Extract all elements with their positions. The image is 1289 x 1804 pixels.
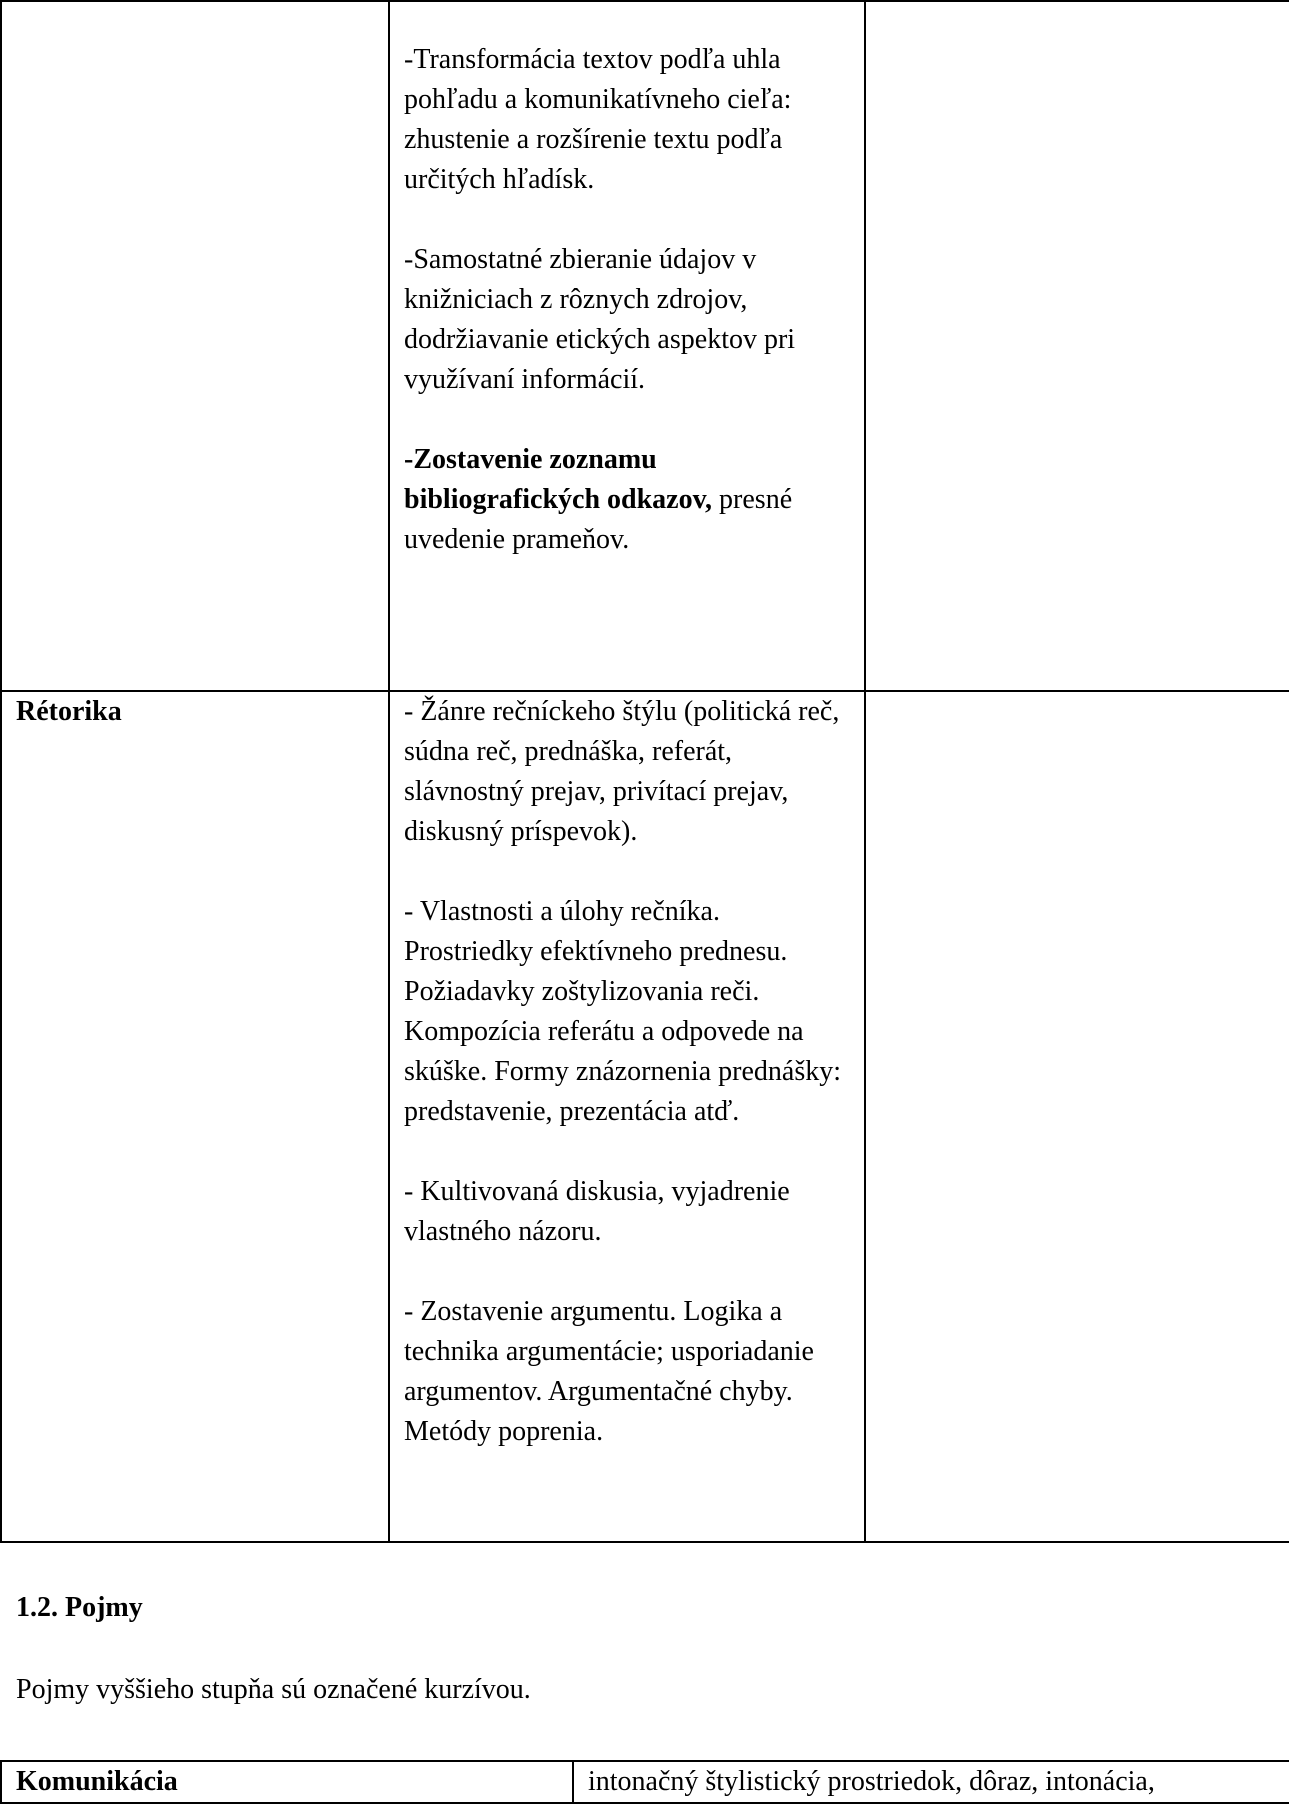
table-cell-notes [865,1,1289,691]
term-label [1,1761,573,1803]
table-cell-topic [1,1,389,691]
table-cell-notes [865,691,1289,1542]
section-heading: 1.2. Pojmy [16,1592,143,1623]
term-label-text: Komunikácia [16,1766,178,1797]
content-paragraph: -Transformácia textov podľa uhla pohľadu a komunikatívneho cieľa: zhustenie a rozšírenie textu podľa určitých hľadísk. [404,44,792,195]
table-cell-topic [1,691,389,1542]
table-cell-content [389,1,865,691]
table-cell-content [389,691,865,1542]
content-paragraph: - Žánre rečníckeho štýlu (politická reč, súdna reč, prednáška, referát, slávnostný prejav, privítací prejav, diskusný príspevok). [404,696,840,847]
content-paragraph: - Kultivovaná diskusia, vyjadrenie vlastného názoru. [404,1176,790,1247]
topic-label: Rétorika [16,696,122,727]
bold-phrase: -Zostavenie zoznamu bibliografických odkazov, [404,444,713,515]
content-text: presné uvedenie prameňov. [404,484,793,555]
table-row [1,1,1289,691]
terms-table [0,1760,1289,1804]
content-paragraph: -Samostatné zbieranie údajov v knižniciach z rôznych zdrojov, dodržiavanie etických aspektov pri využívaní informácií. [404,244,796,395]
term-value: intonačný štylistický prostriedok, dôraz, intonácia, [573,1761,1289,1803]
content-paragraph: - Vlastnosti a úlohy rečníka. Prostriedky efektívneho prednesu. Požiadavky zoštylizovania reči. Kompozícia referátu a odpovede na skúške. Formy znázornenia prednášky: predstavenie, prezentácia atď. [404,896,841,1127]
table-row [1,691,1289,1542]
table-row [1,1761,1289,1803]
content-paragraph [404,440,844,560]
content-paragraph: - Zostavenie argumentu. Logika a technika argumentácie; usporiadanie argumentov. Argumentačné chyby. Metódy poprenia. [404,1296,814,1447]
section-intro: Pojmy vyššieho stupňa sú označené kurzívou. [16,1674,531,1705]
